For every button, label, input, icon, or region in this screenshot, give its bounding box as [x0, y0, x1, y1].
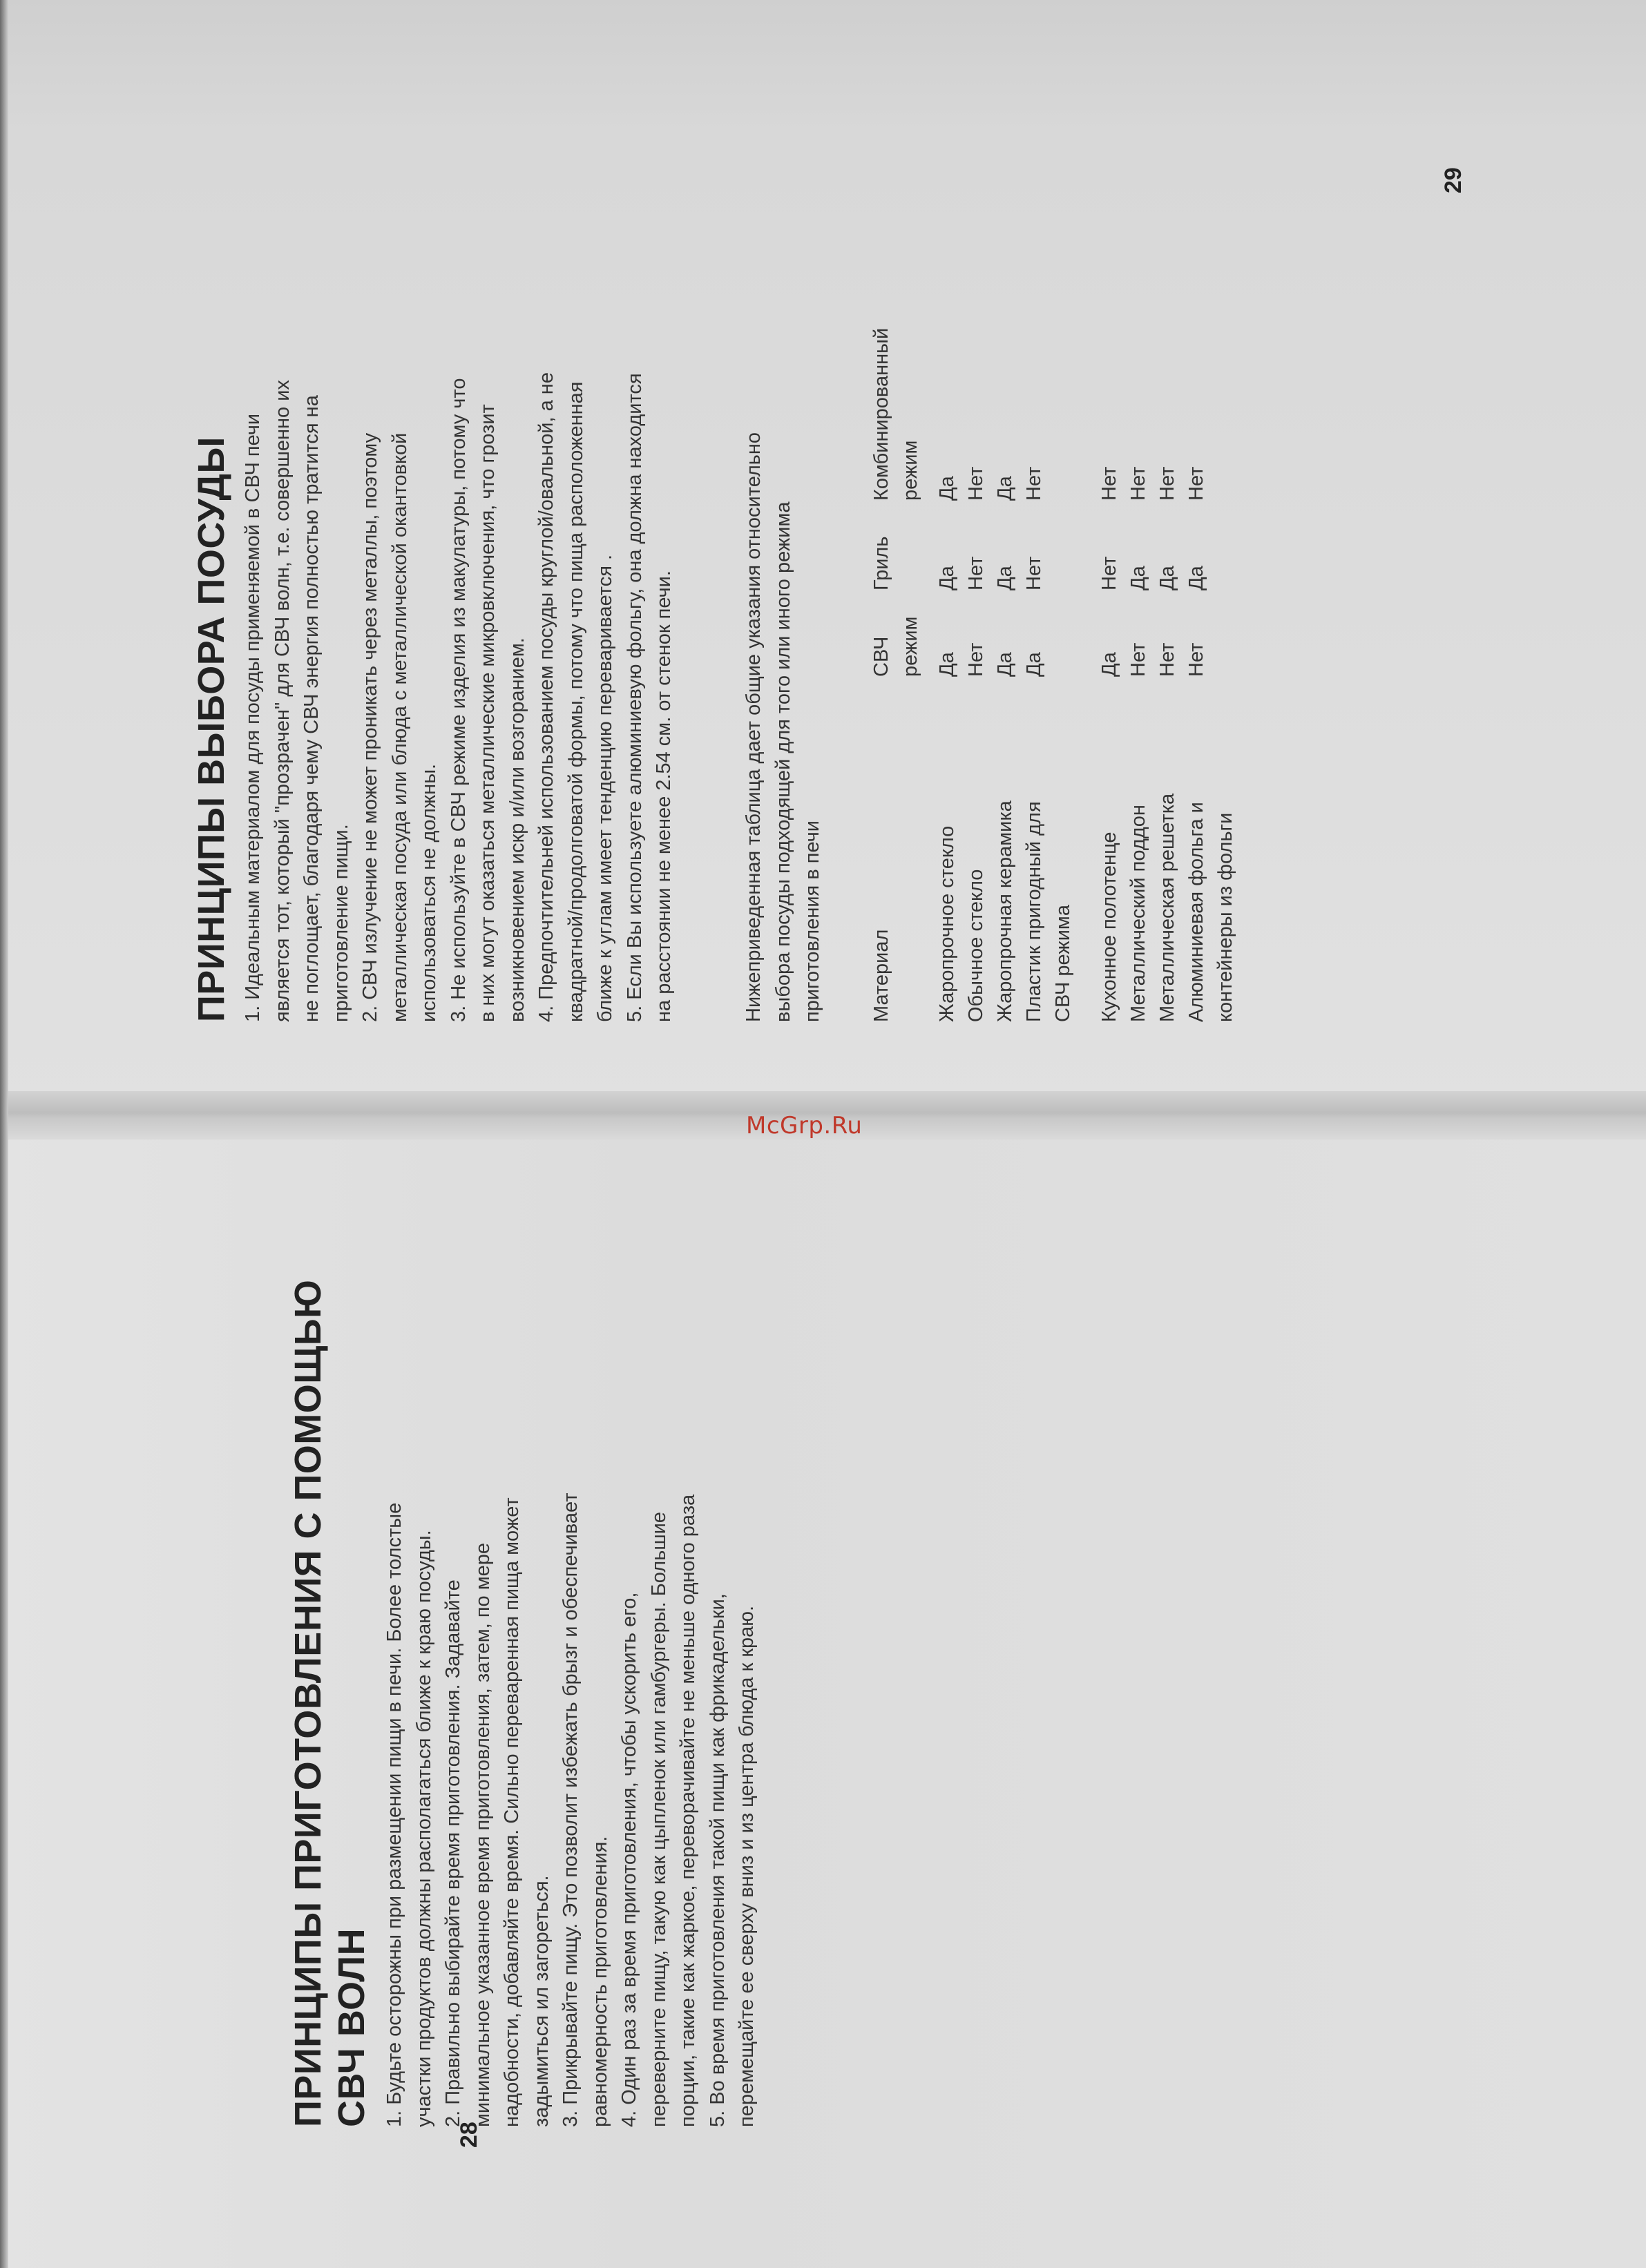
table-cell-material: Алюминиевая фольга и — [1185, 802, 1207, 1022]
page-29-line: на расстоянии не менее 2.54 см. от стенок печи. — [653, 570, 675, 1022]
table-cell-svch: Да — [1098, 652, 1120, 677]
page-28-line: 2. Правильно выбирайте время приготовления. Задавайте — [442, 1579, 464, 2127]
table-cell-combo: Нет — [1185, 466, 1207, 501]
page-28-line: переверните пищу, такую как цыпленок или гамбургеры. Большие — [647, 1512, 670, 2127]
page-29-intro-line: выбора посуды подходящей для того или иного режима — [772, 501, 794, 1022]
table-cell-material: СВЧ режима — [1052, 905, 1074, 1022]
page-29-line: 1. Идеальным материалом для посуды применяемой в СВЧ печи — [242, 413, 264, 1022]
page-29-line: в них могут оказаться металлические микровключения, что грозит — [477, 404, 499, 1022]
table-cell-svch: Да — [994, 652, 1016, 677]
page-number-29: 29 — [1440, 167, 1466, 193]
page-28-line: минимальное указанное время приготовления, затем, по мере — [471, 1542, 494, 2127]
page-29-line: возникновением искр и/или возгоранием. — [506, 637, 528, 1022]
page-29-line: является тот, который "прозрачен" для СВЧ волн, т.е. совершенно их — [271, 380, 294, 1022]
page-28-line: надобности, добавляйте время. Сильно переваренная пища может — [501, 1497, 523, 2127]
table-cell-svch: Нет — [1185, 642, 1207, 677]
table-cell-material: Жаропрочное стекло — [936, 825, 958, 1022]
table-cell-grill: Да — [1185, 566, 1207, 590]
table-cell-material: Кухонное полотенце — [1098, 832, 1120, 1022]
table-header-combo: Комбинированный — [870, 327, 892, 501]
page-29-intro-line: приготовления в печи — [801, 820, 823, 1022]
table-cell-material: Обычное стекло — [965, 869, 987, 1022]
table-header-grill: Гриль — [870, 536, 892, 590]
table-cell-combo: Нет — [1156, 466, 1178, 501]
table-cell-svch: Да — [936, 652, 958, 677]
page-28-line: 1. Будьте осторожны при размещении пищи в печи. Более толстые — [383, 1502, 405, 2127]
table-cell-material: контейнеры из фольги — [1214, 812, 1236, 1022]
page-29-line: 2. СВЧ излучение не может проникать через металлы, поэтому — [359, 432, 381, 1022]
table-cell-material: Металлическая решетка — [1156, 793, 1178, 1022]
page-28-line: участки продуктов должны располагаться ближе к краю посуды. — [412, 1530, 435, 2127]
table-cell-combo: Нет — [965, 466, 987, 501]
page-28-line: 4. Один раз за время приготовления, чтобы ускорить его, — [618, 1592, 640, 2127]
page-29-intro-line: Нижеприведенная таблица дает общие указания относительно — [743, 432, 765, 1022]
page-28-line: равномерность приготовления. — [588, 1836, 611, 2127]
table-cell-grill: Нет — [1023, 556, 1045, 590]
table-cell-svch: Нет — [1127, 642, 1149, 677]
page-29-line: металлическая посуда или блюда с металлической окантовкой — [388, 432, 411, 1022]
page-28-line: порции, такие как жаркое, переворачивайте не меньше одного раза — [677, 1494, 699, 2127]
page-29-line: не поглощает, благодаря чему СВЧ энергия полностью тратится на — [300, 395, 323, 1022]
watermark: McGrp.Ru — [746, 1112, 863, 1140]
table-cell-svch: Нет — [965, 642, 987, 677]
page-28-line: 3. Прикрывайте пищу. Это позволит избежать брызг и обеспечивает — [559, 1492, 582, 2127]
page-29-line: 5. Если Вы используете алюминиевую фольгу, она должна находится — [623, 373, 646, 1022]
table-cell-combo: Да — [994, 476, 1016, 501]
page-29-line: использоваться не должны. — [418, 763, 440, 1022]
table-cell-grill: Да — [936, 566, 958, 590]
page-29-title: ПРИНЦИПЫ ВЫБОРА ПОСУДЫ — [191, 436, 232, 1022]
page-number-28: 28 — [456, 2122, 482, 2148]
table-cell-svch: Да — [1023, 652, 1045, 677]
table-header-svch: СВЧ — [870, 636, 892, 677]
scan-edge — [0, 0, 8, 2268]
page-29-line: 3. Не используйте в СВЧ режиме изделия из макулатуры, потому что — [447, 378, 470, 1022]
page-28-line: задымиться ил загореться. — [530, 1875, 553, 2127]
table-cell-material: Жаропрочная керамика — [994, 800, 1016, 1022]
table-header-combo: режим — [899, 440, 921, 501]
table-cell-material: Металлический поддон — [1127, 805, 1149, 1022]
table-cell-combo: Да — [936, 476, 958, 501]
page-28-title-line-2: СВЧ ВОЛН — [331, 1928, 372, 2127]
table-header-material: Материал — [870, 929, 892, 1022]
page-29-line: квадратной/продолговатой формы, потому что пища расположенная — [564, 381, 587, 1022]
table-cell-svch: Нет — [1156, 642, 1178, 677]
page-29-line: ближе к углам имеет тенденцию переваривается . — [594, 554, 616, 1022]
page-29-line: 4. Предпочтительней использованием посуды круглой/овальной, а не — [535, 372, 557, 1022]
table-cell-grill: Да — [994, 566, 1016, 590]
table-header-svch: режим — [899, 616, 921, 677]
table-cell-combo: Нет — [1127, 466, 1149, 501]
page-28-line: 5. Во время приготовления такой пищи как фрикадельки, — [706, 1593, 729, 2127]
page-28-title-line-1: ПРИНЦИПЫ ПРИГОТОВЛЕНИЯ С ПОМОЩЬЮ — [287, 1279, 329, 2127]
table-cell-grill: Да — [1156, 566, 1178, 590]
table-cell-grill: Нет — [965, 556, 987, 590]
table-cell-material: Пластик пригодный для — [1023, 801, 1045, 1022]
table-cell-grill: Да — [1127, 566, 1149, 590]
table-cell-grill: Нет — [1098, 556, 1120, 590]
page-28-line: перемещайте ее сверху вниз и из центра блюда к краю. — [736, 1605, 758, 2127]
table-cell-combo: Нет — [1023, 466, 1045, 501]
page-29-line: приготовление пищи. — [329, 824, 352, 1022]
table-cell-combo: Нет — [1098, 466, 1120, 501]
